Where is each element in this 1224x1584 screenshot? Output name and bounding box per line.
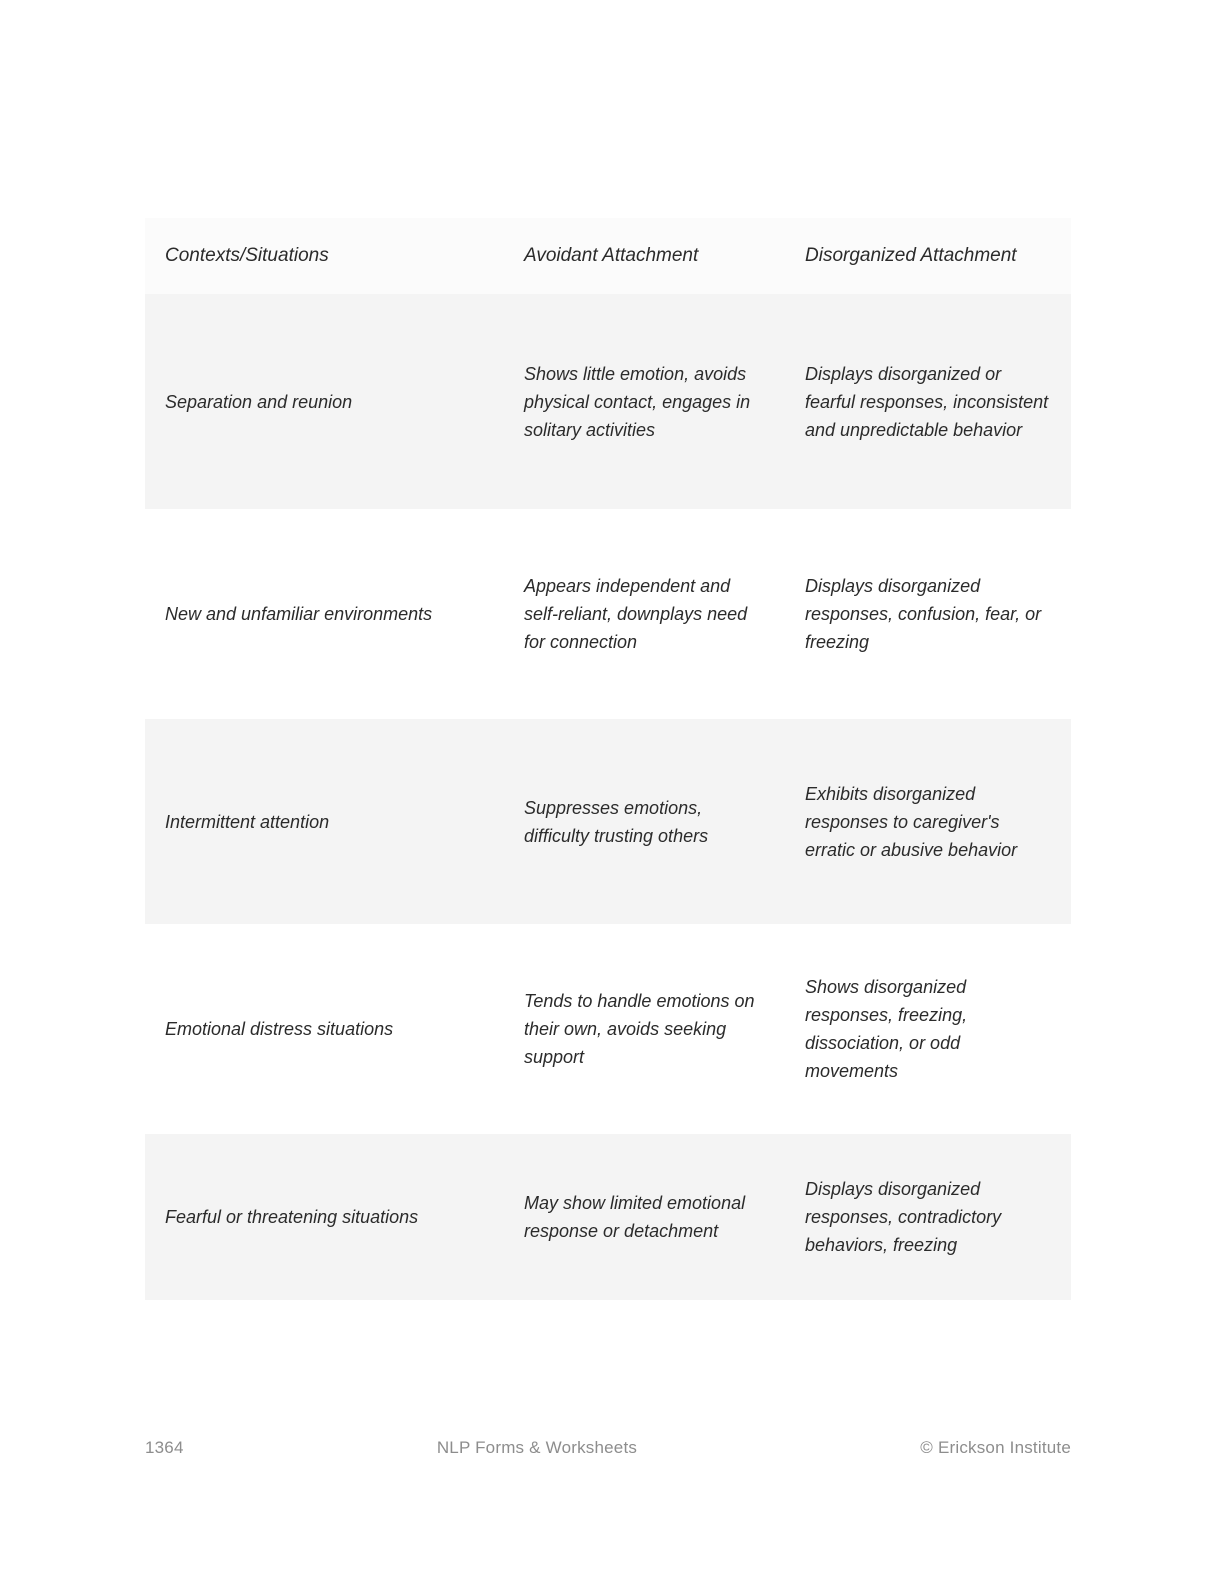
cell-disorganized: Displays disorganized responses, confusion, fear, or freezing bbox=[805, 576, 1042, 652]
attachment-comparison-table bbox=[145, 218, 1071, 1300]
cell-avoidant: Shows little emotion, avoids physical contact, engages in solitary activities bbox=[524, 363, 751, 440]
cell-context: New and unfamiliar environments bbox=[165, 604, 433, 624]
footer-copyright: © Erickson Institute bbox=[920, 1438, 1071, 1457]
cell-context: Separation and reunion bbox=[165, 391, 353, 412]
cell-context: Fearful or threatening situations bbox=[165, 1207, 419, 1227]
cell-disorganized: Exhibits disorganized responses to caregiver's erratic or abusive behavior bbox=[805, 783, 1018, 860]
cell-avoidant: Appears independent and self-reliant, downplays need for connection bbox=[524, 576, 748, 652]
table-row bbox=[145, 719, 1071, 924]
column-header-disorganized: Disorganized Attachment bbox=[805, 245, 1017, 266]
column-header-contexts: Contexts/Situations bbox=[165, 245, 329, 266]
cell-avoidant: May show limited emotional response or detachment bbox=[524, 1193, 746, 1241]
page-footer bbox=[145, 1432, 1071, 1464]
column-header-avoidant: Avoidant Attachment bbox=[524, 245, 699, 266]
table-header-row bbox=[145, 218, 1071, 294]
footer-title: NLP Forms & Worksheets bbox=[436, 1438, 638, 1457]
table-body bbox=[145, 294, 1071, 1300]
cell-disorganized: Displays disorganized or fearful responses, inconsistent and unpredictable behavior bbox=[805, 363, 1049, 440]
cell-disorganized: Displays disorganized responses, contradictory behaviors, freezing bbox=[805, 1179, 1002, 1255]
attachment-comparison-table-wrapper bbox=[145, 218, 1071, 1300]
footer-page-number: 1364 bbox=[145, 1438, 184, 1457]
table-row bbox=[145, 1134, 1071, 1300]
cell-avoidant: Tends to handle emotions on their own, avoids seeking support bbox=[524, 991, 755, 1067]
table-row bbox=[145, 294, 1071, 509]
table-row bbox=[145, 924, 1071, 1134]
cell-context: Emotional distress situations bbox=[165, 1019, 394, 1039]
table-row bbox=[145, 509, 1071, 719]
table-header bbox=[145, 218, 1071, 294]
cell-context: Intermittent attention bbox=[165, 811, 330, 832]
cell-avoidant: Suppresses emotions, difficulty trusting others bbox=[524, 797, 709, 846]
cell-disorganized: Shows disorganized responses, freezing, dissociation, or odd movements bbox=[805, 977, 968, 1081]
